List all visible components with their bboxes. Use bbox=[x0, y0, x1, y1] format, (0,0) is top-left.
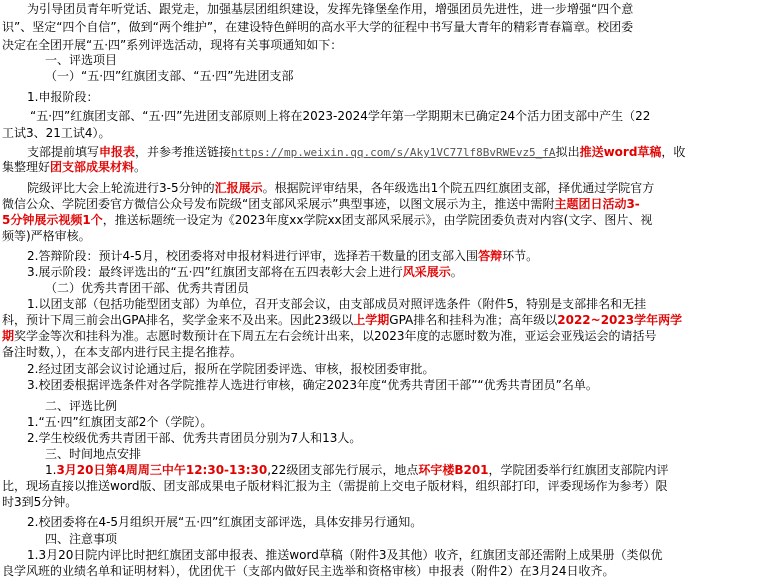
list-item: 1.“五·四”红旗团支部2个（学院）。 bbox=[27, 415, 213, 429]
subsection-heading-members: （二）优秀共青团干部、优秀共青团员 bbox=[45, 281, 250, 295]
text-run: ,22级团支部先行展示，地点 bbox=[267, 463, 419, 477]
text-run: 环节。 bbox=[502, 249, 539, 263]
subsection-heading-branch: （一）“五·四”红旗团支部、“五·四”先进团支部 bbox=[45, 69, 294, 83]
step-show bbox=[27, 264, 463, 280]
section-heading-notes: 四、注意事项 bbox=[45, 532, 118, 546]
paragraph-line: 2.校团委将在4-5月组织开展“五·四”红旗团支部评选，具体安排另行通知。 bbox=[27, 515, 423, 529]
text-run: ，并参考推送链接 bbox=[135, 145, 232, 159]
highlight-text: 3月20日第4周周三中午12:30-13:30 bbox=[56, 463, 268, 477]
highlight-text: 2022~2023学年两学 bbox=[557, 313, 683, 327]
text-run: 。根据院评审结果，各年级选出1个院五四红旗团支部，择优通过学院官方 bbox=[262, 181, 655, 195]
highlight-text: 环宇楼B201 bbox=[418, 463, 489, 477]
paragraph-line: “五·四”红旗团支部、“五·四”先进团支部原则上将在2023-2024学年第一学期期末已确定24个活力团支部中产生（22 bbox=[30, 109, 651, 123]
paragraph-line: 1.3月20日院内评比时把红旗团支部申报表、推送word草稿（附件3及其他）收齐，红旗团支部还需附上成果册（类似优 bbox=[27, 548, 663, 562]
highlight-text: 汇报展示 bbox=[214, 181, 263, 195]
text-run: 3.展示阶段：最终评选出的“五·四”红旗团支部将在五四表彰大会上进行 bbox=[27, 265, 403, 279]
step-defense bbox=[27, 248, 538, 264]
highlight-text: 答辩 bbox=[478, 249, 503, 263]
text-run: 集整理好 bbox=[2, 160, 51, 174]
text-run: 2.答辩阶段：预计4-5月，校团委将对申报材料进行评审，选择若干数量的团支部入围 bbox=[27, 249, 479, 263]
paragraph-line bbox=[27, 180, 654, 196]
highlight-text: 申报表 bbox=[99, 145, 136, 159]
paragraph-line bbox=[2, 159, 146, 175]
intro-line: 识”、坚定“四个自信”，做到“两个维护”，在建设特色鲜明的高水平大学的征程中书写量大青年的精彩青春篇章。校团委 bbox=[2, 20, 634, 34]
highlight-text: 5分钟展示视频1个 bbox=[2, 213, 103, 227]
highlight-text: 期 bbox=[2, 329, 15, 343]
text-run: 。 bbox=[450, 265, 463, 279]
text-run: ，学院团委举行红旗团支部院内评 bbox=[488, 463, 669, 477]
list-item: 2.学生校级优秀共青团干部、优秀共青团员分别为7人和13人。 bbox=[27, 431, 362, 445]
text-run: ，收 bbox=[661, 145, 686, 159]
text-run: 微信公众、学院团委官方微信公众号发布院级“团支部风采展示”典型事迹，以图文展示为主，推送中需附 bbox=[2, 197, 555, 211]
paragraph-line bbox=[45, 462, 669, 478]
highlight-text: 推送word草稿 bbox=[579, 145, 662, 159]
highlight-text: 团支部成果材料 bbox=[50, 160, 135, 174]
paragraph-line bbox=[2, 312, 682, 328]
text-run: 奖学金等次和挂科为准。志愿时数预计在下周五左右会统计出来，以2023年度的志愿时数为准，亚运会亚残运会的请括号 bbox=[14, 329, 657, 343]
text-run: 。 bbox=[134, 160, 147, 174]
intro-line: 决定在全团开展“五·四”系列评选活动，现将有关事项通知如下： bbox=[2, 38, 343, 52]
text-run: 拟出 bbox=[555, 145, 580, 159]
highlight-text: 风采展示 bbox=[402, 265, 451, 279]
section-heading-time: 三、时间地点安排 bbox=[45, 447, 142, 461]
paragraph-line: 频等)严格审核。 bbox=[2, 229, 91, 243]
text-run: 支部提前填写 bbox=[27, 145, 100, 159]
text-run: ，推送标题统一设定为《2023年度xx学院xx团支部风采展示》，由学院团委负责对内容(文字、图片、视 bbox=[102, 213, 653, 227]
paragraph-line: 2.经过团支部会议讨论通过后，报所在学院团委评选、审核，报校团委审批。 bbox=[27, 362, 435, 376]
highlight-text: 上学期 bbox=[353, 313, 390, 327]
text-run: GPA排名和挂科为准；高年级以 bbox=[389, 313, 558, 327]
text-run: 院级评比大会上轮流进行3-5分钟的 bbox=[27, 181, 215, 195]
paragraph-line: 工试3、21工试4）。 bbox=[2, 126, 111, 140]
section-heading-items: 一、评选项目 bbox=[45, 53, 118, 67]
section-heading-ratio: 二、评选比例 bbox=[45, 399, 118, 413]
text-run: 科，预计下周三前会出GPA排名，奖学金来不及出来。因此23级以 bbox=[2, 313, 354, 327]
paragraph-line bbox=[2, 328, 657, 344]
paragraph-line: 比，现场直接以推送word版、团支部成果电子版材料汇报为主（需提前上交电子版材料，组织部打印，评委现场作为参考）限 bbox=[2, 479, 668, 493]
step-apply: 1.申报阶段： bbox=[27, 90, 99, 104]
intro-line: 为引导团员青年听党话、跟党走，加强基层团组织建设，发挥先锋堡垒作用，增强团员先进性，进一步增强“四个意 bbox=[27, 2, 634, 16]
highlight-text: 主题团日活动3- bbox=[554, 197, 640, 211]
push-link[interactable]: https://mp.weixin.qq.com/s/Aky1VC77lf8BvRWEvz5_fA bbox=[231, 146, 556, 159]
paragraph-line: 1.以团支部（包括功能型团支部）为单位，召开支部会议，由支部成员对照评选条件（附件5，特别是支部排名和无挂 bbox=[27, 297, 647, 311]
paragraph-line: 3.校团委根据评选条件对各学院推荐人选进行审核，确定2023年度“优秀共青团干部”“优秀共青团员”名单。 bbox=[27, 378, 598, 392]
text-run: 1. bbox=[45, 463, 57, 477]
paragraph-line: 备注时数，），在本支部内进行民主提名推荐。 bbox=[2, 345, 243, 359]
paragraph-line: 时3到5分钟。 bbox=[2, 495, 78, 509]
paragraph-line bbox=[2, 196, 640, 212]
paragraph-line bbox=[2, 212, 652, 228]
paragraph-line: 良学风班的业绩名单和证明材料），优团优干（支部内做好民主选举和资格审核）申报表（附件2）在3月24日收齐。 bbox=[2, 564, 615, 578]
